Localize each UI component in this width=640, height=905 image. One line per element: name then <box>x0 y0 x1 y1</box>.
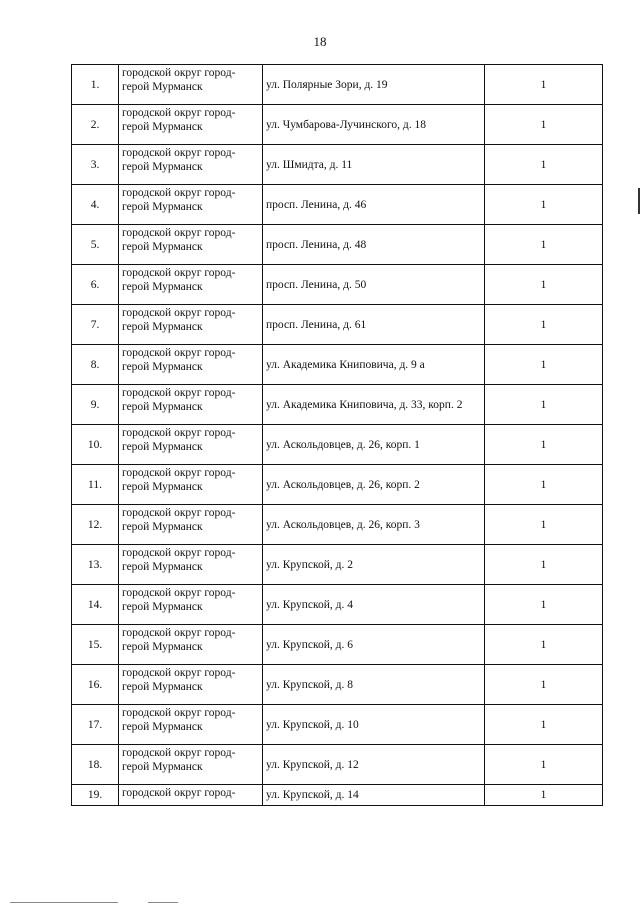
count-cell: 1 <box>485 585 603 625</box>
count-cell: 1 <box>485 145 603 185</box>
count-cell: 1 <box>485 545 603 585</box>
count-cell: 1 <box>485 465 603 505</box>
address-cell: ул. Крупской, д. 6 <box>263 625 485 665</box>
row-number-cell: 6. <box>72 265 119 305</box>
count-cell: 1 <box>485 705 603 745</box>
count-cell: 1 <box>485 505 603 545</box>
row-number-cell: 17. <box>72 705 119 745</box>
table-row <box>72 585 603 625</box>
count-cell: 1 <box>485 785 603 806</box>
row-number-cell: 4. <box>72 185 119 225</box>
address-cell: ул. Чумбарова-Лучинского, д. 18 <box>263 105 485 145</box>
table-row <box>72 665 603 705</box>
municipality-cell: городской округ город-герой Мурманск <box>119 65 263 105</box>
address-cell: ул. Шмидта, д. 11 <box>263 145 485 185</box>
address-cell: просп. Ленина, д. 61 <box>263 305 485 345</box>
table-row <box>72 305 603 345</box>
table-row <box>72 745 603 785</box>
table-row <box>72 65 603 105</box>
municipality-cell: городской округ город-герой Мурманск <box>119 265 263 305</box>
count-cell: 1 <box>485 625 603 665</box>
table-row <box>72 345 603 385</box>
table-row <box>72 105 603 145</box>
table-row <box>72 385 603 425</box>
table-row <box>72 145 603 185</box>
address-cell: просп. Ленина, д. 48 <box>263 225 485 265</box>
row-number-cell: 11. <box>72 465 119 505</box>
municipality-cell: городской округ город-герой Мурманск <box>119 345 263 385</box>
address-table-body <box>72 65 603 806</box>
row-number-cell: 14. <box>72 585 119 625</box>
municipality-cell: городской округ город-герой Мурманск <box>119 425 263 465</box>
table-row <box>72 185 603 225</box>
municipality-cell: городской округ город-герой Мурманск <box>119 505 263 545</box>
row-number-cell: 7. <box>72 305 119 345</box>
municipality-cell: городской округ город-герой Мурманск <box>119 305 263 345</box>
row-number-cell: 13. <box>72 545 119 585</box>
municipality-cell: городской округ город-герой Мурманск <box>119 665 263 705</box>
count-cell: 1 <box>485 305 603 345</box>
municipality-cell: городской округ город-герой Мурманск <box>119 705 263 745</box>
address-cell: ул. Академика Книповича, д. 33, корп. 2 <box>263 385 485 425</box>
address-cell: ул. Полярные Зори, д. 19 <box>263 65 485 105</box>
table-row <box>72 505 603 545</box>
municipality-cell: городской округ город- <box>119 785 263 806</box>
count-cell: 1 <box>485 745 603 785</box>
row-number-cell: 9. <box>72 385 119 425</box>
count-cell: 1 <box>485 425 603 465</box>
address-cell: ул. Крупской, д. 14 <box>263 785 485 806</box>
row-number-cell: 10. <box>72 425 119 465</box>
address-cell: ул. Крупской, д. 8 <box>263 665 485 705</box>
address-cell: ул. Крупской, д. 12 <box>263 745 485 785</box>
address-cell: ул. Крупской, д. 10 <box>263 705 485 745</box>
table-row <box>72 705 603 745</box>
row-number-cell: 3. <box>72 145 119 185</box>
row-number-cell: 15. <box>72 625 119 665</box>
municipality-cell: городской округ город-герой Мурманск <box>119 385 263 425</box>
municipality-cell: городской округ город-герой Мурманск <box>119 545 263 585</box>
row-number-cell: 5. <box>72 225 119 265</box>
row-number-cell: 12. <box>72 505 119 545</box>
address-cell: просп. Ленина, д. 50 <box>263 265 485 305</box>
municipality-cell: городской округ город-герой Мурманск <box>119 185 263 225</box>
count-cell: 1 <box>485 225 603 265</box>
row-number-cell: 2. <box>72 105 119 145</box>
row-number-cell: 8. <box>72 345 119 385</box>
table-row <box>72 225 603 265</box>
municipality-cell: городской округ город-герой Мурманск <box>119 585 263 625</box>
municipality-cell: городской округ город-герой Мурманск <box>119 105 263 145</box>
municipality-cell: городской округ город-герой Мурманск <box>119 465 263 505</box>
municipality-cell: городской округ город-герой Мурманск <box>119 225 263 265</box>
municipality-cell: городской округ город-герой Мурманск <box>119 625 263 665</box>
table-row <box>72 425 603 465</box>
table-row <box>72 785 603 806</box>
table-row <box>72 625 603 665</box>
municipality-cell: городской округ город-герой Мурманск <box>119 745 263 785</box>
address-cell: ул. Крупской, д. 2 <box>263 545 485 585</box>
address-cell: ул. Крупской, д. 4 <box>263 585 485 625</box>
count-cell: 1 <box>485 265 603 305</box>
count-cell: 1 <box>485 345 603 385</box>
address-cell: просп. Ленина, д. 46 <box>263 185 485 225</box>
table-row <box>72 265 603 305</box>
page-number: 18 <box>313 34 327 49</box>
address-table <box>71 64 603 806</box>
table-row <box>72 545 603 585</box>
municipality-cell: городской округ город-герой Мурманск <box>119 145 263 185</box>
row-number-cell: 1. <box>72 65 119 105</box>
count-cell: 1 <box>485 105 603 145</box>
address-cell: ул. Аскольдовцев, д. 26, корп. 1 <box>263 425 485 465</box>
count-cell: 1 <box>485 665 603 705</box>
count-cell: 1 <box>485 185 603 225</box>
row-number-cell: 19. <box>72 785 119 806</box>
row-number-cell: 16. <box>72 665 119 705</box>
address-cell: ул. Академика Книповича, д. 9 а <box>263 345 485 385</box>
address-cell: ул. Аскольдовцев, д. 26, корп. 3 <box>263 505 485 545</box>
table-row <box>72 465 603 505</box>
count-cell: 1 <box>485 385 603 425</box>
count-cell: 1 <box>485 65 603 105</box>
row-number-cell: 18. <box>72 745 119 785</box>
address-cell: ул. Аскольдовцев, д. 26, корп. 2 <box>263 465 485 505</box>
